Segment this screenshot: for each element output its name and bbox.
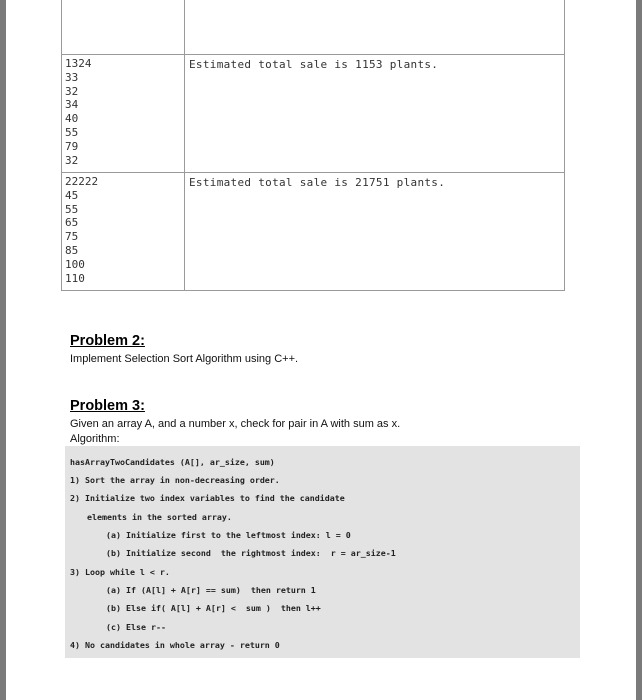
code-line: 3) Loop while l < r.: [70, 567, 170, 577]
input-value: 55: [65, 125, 79, 139]
input-value: 22222: [65, 175, 99, 188]
input-value: 45: [65, 188, 79, 202]
input-value: 79: [65, 139, 79, 153]
code-line: 2) Initialize two index variables to find the candidate: [70, 493, 345, 503]
input-cell: [62, 55, 185, 173]
input-value: 100: [65, 257, 85, 271]
problem2-heading: Problem 2:: [70, 333, 145, 349]
input-value: 40: [65, 112, 79, 126]
code-block: [65, 446, 580, 658]
code-line: 1) Sort the array in non-decreasing order.: [70, 475, 280, 485]
output-cell: Estimated total sale is 1153 plants.: [185, 55, 565, 173]
output-cell: Estimated total sale is 21751 plants.: [185, 173, 565, 291]
input-value: 75: [65, 230, 79, 244]
code-line: (b) Initialize second the rightmost index: r = ar_size-1: [106, 548, 396, 558]
input-cell: [62, 173, 185, 291]
table-cell-empty: [62, 0, 185, 55]
document-page: [6, 0, 636, 700]
problem3-heading: Problem 3:: [70, 398, 145, 414]
table-row: [62, 173, 565, 291]
algorithm-label: Algorithm:: [70, 433, 120, 445]
io-table: [61, 0, 565, 291]
code-line: (a) Initialize first to the leftmost index: l = 0: [106, 530, 351, 540]
table-row: [62, 55, 565, 173]
code-line: 4) No candidates in whole array - return 0: [70, 640, 280, 650]
input-value: 32: [65, 84, 79, 98]
input-value: 34: [65, 98, 79, 112]
code-line: elements in the sorted array.: [87, 512, 232, 522]
problem3-text: Given an array A, and a number x, check for pair in A with sum as x.: [70, 418, 401, 430]
input-value: 33: [65, 70, 79, 84]
code-line: (c) Else r--: [106, 622, 166, 632]
input-value: 65: [65, 216, 79, 230]
table-cell-empty: [185, 0, 565, 55]
input-value: 85: [65, 243, 79, 257]
input-value: 110: [65, 271, 85, 285]
code-line: hasArrayTwoCandidates (A[], ar_size, sum): [70, 457, 275, 467]
code-line: (a) If (A[l] + A[r] == sum) then return 1: [106, 585, 316, 595]
code-line: (b) Else if( A[l] + A[r] < sum ) then l++: [106, 603, 321, 613]
input-value: 55: [65, 202, 79, 216]
problem2-text: Implement Selection Sort Algorithm using C++.: [70, 353, 299, 365]
table-row-empty: [62, 0, 565, 55]
input-value: 1324: [65, 57, 92, 70]
input-value: 32: [65, 153, 79, 167]
